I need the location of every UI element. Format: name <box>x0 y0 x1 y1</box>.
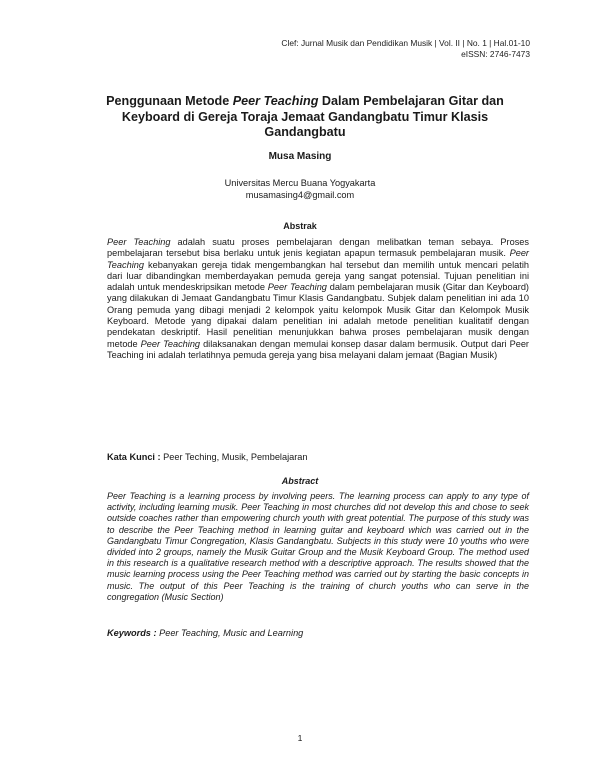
kata-kunci-label: Kata Kunci : <box>107 452 161 462</box>
abstrak-text-4: dilaksanakan dengan memulai konsep dasar dalam bermusik. Output dari Peer Teaching ini adalah terlatihnya pemuda gereja yang bisa melayani dalam jemaat (Bagian Musik) <box>107 338 529 360</box>
abstrak-term-3: Peer Teaching <box>267 282 327 293</box>
keywords-label: Keywords : <box>107 628 157 638</box>
paper-title <box>95 94 515 141</box>
title-part-2: Dalam Pembelajaran Gitar dan Keyboard di Gereja Toraja Jemaat Gandangbatu Timur Klasis Gandangbatu <box>121 94 504 139</box>
keywords <box>107 628 529 638</box>
abstrak-heading: Abstrak <box>283 221 317 231</box>
journal-header <box>281 38 530 59</box>
abstrak-term-2: Peer Teaching <box>107 248 529 270</box>
kata-kunci-value: Peer Teching, Musik, Pembelajaran <box>160 452 308 462</box>
author-name: Musa Masing <box>268 151 332 162</box>
abstrak-term-4: Peer Teaching <box>140 338 201 349</box>
abstrak-text-3: dalam pembelajaran musik (Gitar dan Keyboard) yang dilakukan di Jemaat Gandangbatu Timur Klasis Gandangbatu. Subjek dalam penelitian ini ada 10 Orang pemuda yang dibagi menjadi 2 kelompok yaitu kelompok Musik Gitar dan Kelompok Musik Keyboard. Metode yang dipakai dalam penelitian ini adalah metode penelitian kualitatif dengan pendekatan deskriptif. Hasil penelitian menunjukkan bahwa proses pembelajaran musik dengan metode <box>107 282 529 349</box>
page-number: 1 <box>297 733 303 743</box>
journal-citation: Clef: Jurnal Musik dan Pendidikan Musik | Vol. II | No. 1 | Hal.01-10 <box>281 38 530 48</box>
abstract-body: Peer Teaching is a learning process by involving peers. The learning process can apply to any type of activity, including learning musik. Peer Teaching in most churches did not develop this and chose to seek outside coaches rather than empowering church youth with great potential. The purpose of this study was to describe the Peer Teaching method in learning guitar and keyboard which was carried out in the Gandangbatu Timur Congregation, Klasis Gandangbatu. Subjects in this study were 10 youths who were divided into 2 groups, namely the Musik Guitar Group and the Musik Keyboard Group. The method used in this research is a qualitative research method with a descriptive approach. The results showed that the music learning process using the Peer Teaching method was carried out by starting the basic concepts in music. The output of this Peer Teaching is the training of church youths who can serve in the congregation (Music Section) <box>107 491 529 602</box>
author-email: musamasing4@gmail.com <box>245 189 355 200</box>
author-affiliation-block <box>0 178 600 201</box>
journal-issn: eISSN: 2746-7473 <box>461 48 530 59</box>
keywords-value: Peer Teaching, Music and Learning <box>156 628 304 638</box>
abstrak-text-2: kebanyakan gereja tidak mengembangkan hal tersebut dan memilih untuk mencari pelatih dari luar dibandingkan memberdayakan pemuda gereja yang sangat potensial. Tujuan penelitian ini adalah untuk mendeskripsikan metode <box>107 259 529 293</box>
title-italic: Peer Teaching <box>232 94 319 108</box>
abstrak-text-1: adalah suatu proses pembelajaran dengan melibatkan teman sebaya. Proses pembelajaran tersebut bisa berlaku untuk jenis kegiatan apapun termasuk pembelajaran musik. <box>107 237 529 259</box>
kata-kunci <box>107 452 529 462</box>
title-part-1: Penggunaan Metode <box>106 94 233 108</box>
abstrak-term-1: Peer Teaching <box>107 237 171 247</box>
author-affiliation: Universitas Mercu Buana Yogyakarta <box>224 178 376 188</box>
abstract-heading: Abstract <box>281 476 319 486</box>
abstrak-body <box>107 237 529 361</box>
